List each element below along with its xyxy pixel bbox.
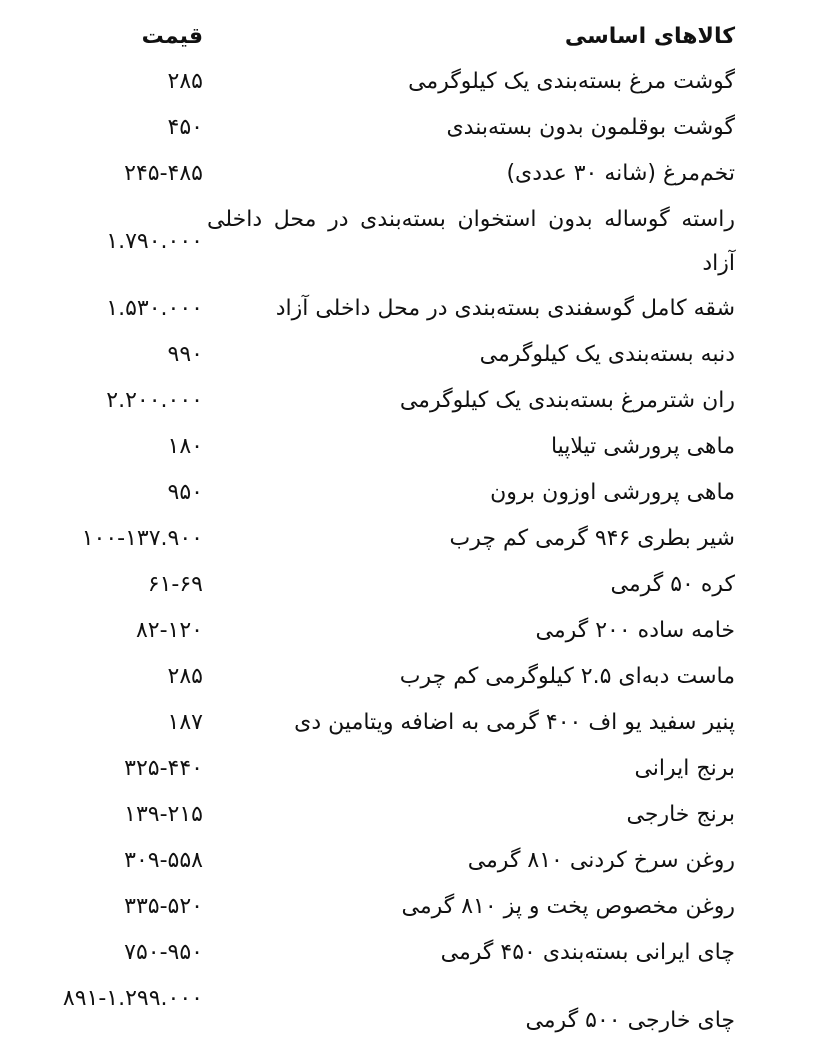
item-price: ۲۸۵ xyxy=(167,69,203,94)
item-price: ۲۸۵ xyxy=(167,664,203,689)
table-header-row xyxy=(0,15,817,59)
item-price: ۱۸۰ xyxy=(167,434,203,459)
item-name: تخم‌مرغ (شانه ۳۰ عددی) xyxy=(506,161,735,186)
table-row xyxy=(0,747,817,791)
item-price: ۲.۲۰۰.۰۰۰ xyxy=(106,388,203,413)
item-price: ۱۸۷ xyxy=(167,710,203,735)
table-row xyxy=(0,609,817,653)
table-row xyxy=(0,793,817,837)
item-name: ماست دبه‌ای ۲.۵ کیلوگرمی کم چرب xyxy=(399,664,735,689)
item-name: ماهی پرورشی تیلاپیا xyxy=(550,434,735,459)
item-price: ۸۹۱-۱.۲۹۹.۰۰۰ xyxy=(62,986,203,1011)
table-row xyxy=(0,198,817,286)
item-name: برنج ایرانی xyxy=(634,756,735,781)
item-price: ۶۱-۶۹ xyxy=(147,572,203,597)
item-price: ۳۲۵-۴۴۰ xyxy=(124,756,203,781)
item-name: خامه ساده ۲۰۰ گرمی xyxy=(535,618,735,643)
item-name: کره ۵۰ گرمی xyxy=(610,572,735,597)
table-row xyxy=(0,379,817,423)
table-row xyxy=(0,152,817,196)
item-name: ران شترمرغ بسته‌بندی یک کیلوگرمی xyxy=(399,388,735,413)
table-row xyxy=(0,471,817,515)
table-row xyxy=(0,333,817,377)
item-name: شیر بطری ۹۴۶ گرمی کم چرب xyxy=(449,526,735,551)
table-row xyxy=(0,106,817,150)
table-row xyxy=(0,425,817,469)
item-price: ۱.۷۹۰.۰۰۰ xyxy=(106,229,203,254)
item-price: ۲۴۵-۴۸۵ xyxy=(124,161,203,186)
table-row xyxy=(0,655,817,699)
item-price: ۹۵۰ xyxy=(167,480,203,505)
table-row xyxy=(0,931,817,975)
item-name: پنیر سفید یو اف ۴۰۰ گرمی به اضافه ویتامین دی xyxy=(294,710,735,735)
table-row xyxy=(0,287,817,331)
item-price: ۸۲-۱۲۰ xyxy=(135,618,203,643)
item-price: ۳۳۵-۵۲۰ xyxy=(124,894,203,919)
item-price: ۱.۵۳۰.۰۰۰ xyxy=(106,296,203,321)
table-row xyxy=(0,885,817,929)
item-name: گوشت مرغ بسته‌بندی یک کیلوگرمی xyxy=(408,69,735,94)
item-name: شقه کامل گوسفندی بسته‌بندی در محل داخلی آزاد xyxy=(275,296,735,321)
item-name: راسته گوساله بدون استخوان بسته‌بندی در محل داخلی آزاد xyxy=(207,207,735,276)
header-price-label: قیمت xyxy=(141,24,203,49)
item-name: ماهی پرورشی اوزون برون xyxy=(490,480,735,505)
item-name: روغن سرخ کردنی ۸۱۰ گرمی xyxy=(467,848,735,873)
header-item-label: کالاهای اساسی xyxy=(564,24,735,49)
table-row xyxy=(0,563,817,607)
item-price: ۱۳۹-۲۱۵ xyxy=(124,802,203,827)
table-row xyxy=(0,517,817,561)
item-name: گوشت بوقلمون بدون بسته‌بندی xyxy=(446,115,735,140)
item-price: ۳۰۹-۵۵۸ xyxy=(124,848,203,873)
item-price: ۷۵۰-۹۵۰ xyxy=(124,940,203,965)
item-price: ۴۵۰ xyxy=(167,115,203,140)
item-name: چای ایرانی بسته‌بندی ۴۵۰ گرمی xyxy=(440,940,735,965)
item-name: دنبه بسته‌بندی یک کیلوگرمی xyxy=(479,342,735,367)
item-price: ۹۹۰ xyxy=(167,342,203,367)
item-name: روغن مخصوص پخت و پز ۸۱۰ گرمی xyxy=(401,894,735,919)
table-row xyxy=(0,839,817,883)
table-row xyxy=(0,701,817,745)
table-row xyxy=(0,977,817,1043)
item-name: برنج خارجی xyxy=(626,802,735,827)
item-price: ۱۰۰-۱۳۷.۹۰۰ xyxy=(81,526,203,551)
table-row xyxy=(0,60,817,104)
item-name: چای خارجی ۵۰۰ گرمی xyxy=(525,1008,735,1033)
